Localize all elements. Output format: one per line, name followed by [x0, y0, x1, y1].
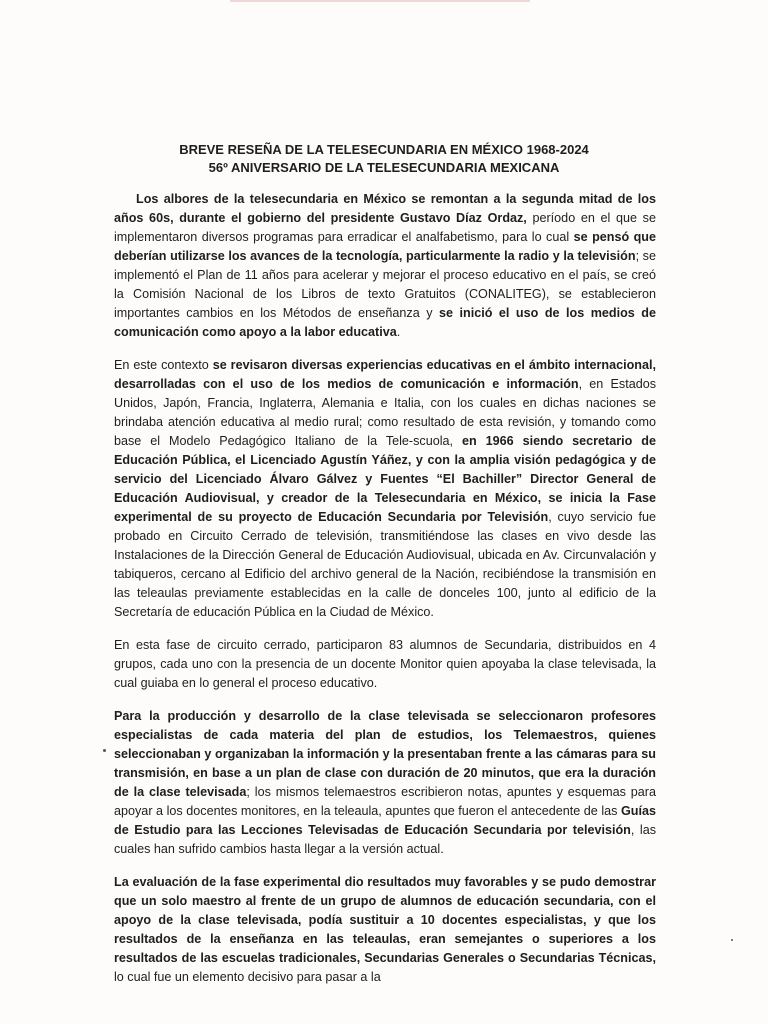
- scan-speck: [103, 749, 106, 752]
- paragraph-5: [114, 873, 656, 987]
- scan-edge-mark: [230, 0, 530, 2]
- paragraph-1: [114, 190, 656, 342]
- p5-text-1: lo cual fue un elemento decisivo para pasar a la: [114, 970, 381, 984]
- p1-text-2: ; se implementó el Plan de 11 años para acelerar y mejorar el proceso educativo en el país, se creó la Comisión Nacional de los Libros de texto Gratuitos (CONALITEG), se establecieron importantes cambios en los Métodos de enseñanza y: [114, 249, 656, 320]
- p2-text-3: , cuyo servicio fue probado en Circuito Cerrado de televisión, transmitiéndose las clases en vivo desde las Instalaciones de la Dirección General de Educación Audiovisual, ubicada en Av. Circunvalación y tabiqueros, cercano al Edificio del archivo general de la Nación, recibiéndose la transmisión en las teleaulas previamente establecidas en la calle de donceles 100, junto al edificio de la Secretaría de educación Pública en la Ciudad de México.: [114, 510, 656, 619]
- title-line-1: BREVE RESEÑA DE LA TELESECUNDARIA EN MÉXICO 1968-2024: [179, 142, 589, 157]
- paragraph-2: [114, 356, 656, 622]
- p4-text-2: , las cuales han sufrido cambios hasta llegar a la versión actual.: [114, 823, 656, 856]
- p5-bold-1: La evaluación de la fase experimental dio resultados muy favorables y se pudo demostrar que un solo maestro al frente de un grupo de alumnos de educación secundaria, con el apoyo de la clase televisada, podía sustituir a 10 docentes especialistas, y que los resultados de la enseñanza en las teleaulas, eran semejantes o superiores a los resultados de las escuelas tradicionales, Secundarias Generales o Secundarias Técnicas,: [114, 875, 656, 965]
- document-title: [110, 141, 658, 177]
- p1-bold-2: se pensó que deberían utilizarse los avances de la tecnología, particularmente la radio y la televisión: [114, 230, 656, 263]
- p2-bold-2: en 1966 siendo secretario de Educación Pública, el Licenciado Agustín Yáñez, y con la amplia visión pedagógica y de servicio del Licenciado Álvaro Gálvez y Fuentes “El Bachiller” Director General de Educación Audiovisual, y creador de la Telesecundaria en México, se inicia la Fase experimental de su proyecto de Educación Secundaria por Televisión: [114, 434, 656, 524]
- p1-bold-1: Los albores de la telesecundaria en México se remontan a la segunda mitad de los años 60s, durante el gobierno del presidente Gustavo Díaz Ordaz,: [114, 192, 656, 225]
- paragraph-4: [114, 707, 656, 859]
- p4-bold-2: Guías de Estudio para las Lecciones Televisadas de Educación Secundaria por televisión: [114, 804, 656, 837]
- title-line-2: 56º ANIVERSARIO DE LA TELESECUNDARIA MEXICANA: [208, 160, 560, 175]
- p1-text-3: .: [396, 325, 401, 339]
- p2-bold-1: se revisaron diversas experiencias educativas en el ámbito internacional, desarrolladas con el uso de los medios de comunicación e información: [114, 358, 656, 391]
- p2-text-2: , en Estados Unidos, Japón, Francia, Inglaterra, Alemania e Italia, con los cuales en dichas naciones se brindaba atención educativa al medio rural; como resultado de esta revisión, y tomando como base el Modelo Pedagógico Italiano de la Tele-scuola,: [114, 377, 656, 448]
- p4-text-1: ; los mismos telemaestros escribieron notas, apuntes y esquemas para apoyar a los docentes monitores, en la teleaula, apuntes que fueron el antecedente de las: [114, 785, 657, 818]
- p3-text-1: En esta fase de circuito cerrado, participaron 83 alumnos de Secundaria, distribuidos en 4 grupos, cada uno con la presencia de un docente Monitor quien apoyaba la clase televisada, la cual guiaba en lo general el proceso educativo.: [114, 638, 656, 690]
- p1-bold-3: se inició el uso de los medios de comunicación como apoyo a la labor educativa: [114, 306, 656, 339]
- scan-speck: [731, 939, 733, 941]
- paragraph-3: [114, 636, 656, 693]
- p2-text-1: En este contexto: [114, 358, 213, 372]
- p1-text-1: período en el que se implementaron diversos programas para erradicar el analfabetismo, para lo cual: [114, 211, 656, 244]
- p4-bold-1: Para la producción y desarrollo de la clase televisada se seleccionaron profesores especialistas de cada materia del plan de estudios, los Telemaestros, quienes seleccionaban y organizaban la información y la presentaban frente a las cámaras para su transmisión, en base a un plan de clase con duración de 20 minutos, que era la duración de la clase televisada: [114, 709, 656, 799]
- document-body: [114, 190, 656, 1001]
